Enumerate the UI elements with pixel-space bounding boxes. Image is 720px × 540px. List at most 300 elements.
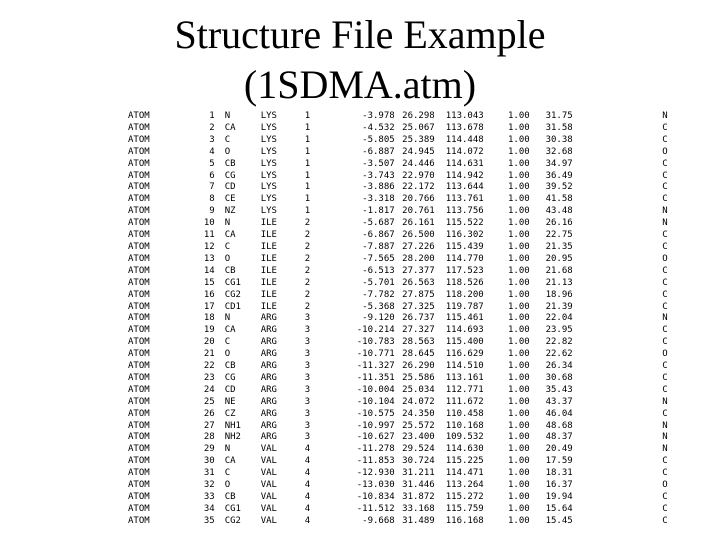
atom-row bbox=[0, 504, 668, 516]
atom-row bbox=[0, 194, 668, 206]
atom-b-factor: 22.75 bbox=[545, 230, 573, 241]
atom-record: ATOM bbox=[128, 218, 150, 229]
atom-x: -7.565 bbox=[362, 253, 395, 264]
atom-b-factor: 21.35 bbox=[545, 241, 573, 252]
atom-b-factor: 19.94 bbox=[545, 492, 573, 502]
atom-z: 114.510 bbox=[445, 361, 484, 372]
atom-x: -3.886 bbox=[362, 182, 395, 193]
atom-element: C bbox=[662, 122, 668, 133]
atom-element: C bbox=[662, 170, 668, 181]
atom-z: 114.942 bbox=[445, 170, 484, 181]
atom-serial: 6 bbox=[209, 170, 215, 181]
atom-element: C bbox=[662, 361, 668, 372]
atom-occupancy: 1.00 bbox=[508, 492, 530, 502]
atom-row bbox=[0, 206, 668, 218]
atom-row bbox=[0, 302, 668, 314]
atom-b-factor: 43.37 bbox=[545, 396, 573, 407]
atom-residue-seq: 1 bbox=[304, 146, 311, 157]
atom-b-factor: 34.97 bbox=[545, 158, 573, 169]
atom-atom-name: CA bbox=[224, 230, 236, 241]
atom-residue: ARG bbox=[260, 384, 277, 395]
atom-z: 113.761 bbox=[445, 194, 484, 205]
atom-y: 24.072 bbox=[402, 396, 435, 407]
atom-occupancy: 1.00 bbox=[508, 432, 530, 443]
atom-atom-name: CD1 bbox=[224, 301, 241, 312]
atom-record: ATOM bbox=[128, 468, 150, 479]
atom-record: ATOM bbox=[128, 170, 150, 181]
atom-occupancy: 1.00 bbox=[508, 194, 530, 205]
atom-element: N bbox=[662, 396, 668, 407]
atom-occupancy: 1.00 bbox=[508, 158, 530, 169]
atom-b-factor: 41.58 bbox=[545, 194, 573, 205]
atom-atom-name: O bbox=[224, 146, 231, 157]
atom-atom-name: CZ bbox=[224, 408, 236, 419]
atom-serial: 4 bbox=[209, 146, 215, 157]
atom-row bbox=[0, 480, 668, 492]
atom-record: ATOM bbox=[128, 241, 150, 252]
atom-y: 26.161 bbox=[402, 218, 435, 229]
atom-x: -1.817 bbox=[362, 206, 395, 217]
atom-x: -13.030 bbox=[356, 480, 395, 491]
atom-atom-name: CG bbox=[224, 170, 236, 181]
atom-b-factor: 36.49 bbox=[545, 170, 573, 181]
atom-serial: 16 bbox=[203, 289, 215, 300]
atom-row bbox=[0, 373, 668, 385]
atom-residue: VAL bbox=[260, 456, 277, 467]
atom-element: C bbox=[662, 492, 668, 502]
atom-z: 114.770 bbox=[445, 253, 484, 264]
atom-b-factor: 21.39 bbox=[545, 301, 573, 312]
atom-residue-seq: 3 bbox=[304, 408, 311, 419]
atom-serial: 9 bbox=[209, 206, 215, 217]
atom-z: 114.072 bbox=[445, 146, 484, 157]
atom-record: ATOM bbox=[128, 456, 150, 467]
atom-record: ATOM bbox=[128, 230, 150, 241]
atom-element: C bbox=[662, 194, 668, 205]
atom-b-factor: 43.48 bbox=[545, 206, 573, 217]
atom-z: 113.644 bbox=[445, 182, 484, 193]
atom-atom-name: CB bbox=[224, 361, 236, 372]
atom-record: ATOM bbox=[128, 396, 150, 407]
atom-residue-seq: 3 bbox=[304, 384, 311, 395]
atom-residue-seq: 4 bbox=[304, 456, 311, 467]
atom-element: C bbox=[662, 230, 668, 241]
atom-y: 22.172 bbox=[402, 182, 435, 193]
atom-residue: ARG bbox=[260, 313, 277, 324]
atom-serial: 7 bbox=[209, 182, 215, 193]
atom-residue-seq: 2 bbox=[304, 265, 311, 276]
atom-occupancy: 1.00 bbox=[508, 420, 530, 431]
atom-x: -10.997 bbox=[356, 420, 395, 431]
atom-residue: LYS bbox=[260, 194, 277, 205]
atom-y: 31.446 bbox=[402, 480, 435, 491]
atom-residue: ARG bbox=[260, 372, 277, 383]
atom-row bbox=[0, 409, 668, 421]
atom-residue: ILE bbox=[260, 253, 277, 264]
atom-x: -10.575 bbox=[356, 408, 395, 419]
atom-y: 28.563 bbox=[402, 337, 435, 348]
atom-y: 20.761 bbox=[402, 206, 435, 217]
atom-residue: ARG bbox=[260, 361, 277, 372]
atom-atom-name: CB bbox=[224, 492, 236, 502]
atom-z: 116.629 bbox=[445, 349, 484, 360]
atom-z: 119.787 bbox=[445, 301, 484, 312]
atom-residue: LYS bbox=[260, 182, 277, 193]
atom-x: -10.214 bbox=[356, 325, 395, 336]
atom-occupancy: 1.00 bbox=[508, 206, 530, 217]
atom-x: -10.627 bbox=[356, 432, 395, 443]
atom-residue-seq: 4 bbox=[304, 492, 311, 502]
atom-serial: 28 bbox=[203, 432, 215, 443]
atom-serial: 23 bbox=[203, 372, 215, 383]
atom-z: 115.272 bbox=[445, 492, 484, 502]
atom-occupancy: 1.00 bbox=[508, 325, 530, 336]
atom-residue-seq: 3 bbox=[304, 420, 311, 431]
atom-x: -6.887 bbox=[362, 146, 395, 157]
atom-residue: LYS bbox=[260, 158, 277, 169]
atom-x: -10.834 bbox=[356, 492, 395, 502]
atom-b-factor: 21.68 bbox=[545, 265, 573, 276]
atom-residue: ARG bbox=[260, 325, 277, 336]
atom-row bbox=[0, 349, 668, 361]
atom-atom-name: C bbox=[224, 468, 231, 479]
atom-z: 114.631 bbox=[445, 158, 484, 169]
atom-residue: VAL bbox=[260, 515, 277, 526]
atom-row bbox=[0, 325, 668, 337]
atom-b-factor: 23.95 bbox=[545, 325, 573, 336]
atom-b-factor: 26.16 bbox=[545, 218, 573, 229]
atom-element: C bbox=[662, 277, 668, 288]
atom-z: 118.526 bbox=[445, 277, 484, 288]
atom-occupancy: 1.00 bbox=[508, 170, 530, 181]
atom-residue-seq: 3 bbox=[304, 325, 311, 336]
atom-x: -3.507 bbox=[362, 158, 395, 169]
atom-element: C bbox=[662, 289, 668, 300]
atom-atom-name: CG1 bbox=[224, 277, 241, 288]
atom-b-factor: 18.31 bbox=[545, 468, 573, 479]
atom-records-body bbox=[0, 111, 668, 528]
atom-z: 115.461 bbox=[445, 313, 484, 324]
atom-atom-name: CG2 bbox=[224, 515, 241, 526]
atom-residue: LYS bbox=[260, 170, 277, 181]
atom-record: ATOM bbox=[128, 265, 150, 276]
atom-occupancy: 1.00 bbox=[508, 230, 530, 241]
atom-serial: 30 bbox=[203, 456, 215, 467]
atom-record: ATOM bbox=[128, 122, 150, 133]
atom-x: -11.327 bbox=[356, 361, 395, 372]
atom-atom-name: N bbox=[224, 218, 231, 229]
atom-y: 25.572 bbox=[402, 420, 435, 431]
atom-y: 26.737 bbox=[402, 313, 435, 324]
atom-residue-seq: 3 bbox=[304, 349, 311, 360]
atom-b-factor: 20.49 bbox=[545, 444, 573, 455]
atom-b-factor: 31.75 bbox=[545, 111, 573, 121]
atom-element: C bbox=[662, 408, 668, 419]
atom-occupancy: 1.00 bbox=[508, 122, 530, 133]
atom-occupancy: 1.00 bbox=[508, 182, 530, 193]
atom-record: ATOM bbox=[128, 349, 150, 360]
atom-serial: 27 bbox=[203, 420, 215, 431]
atom-occupancy: 1.00 bbox=[508, 384, 530, 395]
atom-y: 24.350 bbox=[402, 408, 435, 419]
atom-x: -9.668 bbox=[362, 515, 395, 526]
atom-y: 24.945 bbox=[402, 146, 435, 157]
atom-record: ATOM bbox=[128, 325, 150, 336]
atom-residue-seq: 4 bbox=[304, 515, 311, 526]
atom-atom-name: O bbox=[224, 349, 231, 360]
atom-record: ATOM bbox=[128, 194, 150, 205]
atom-b-factor: 18.96 bbox=[545, 289, 573, 300]
atom-record: ATOM bbox=[128, 134, 150, 145]
atom-y: 30.724 bbox=[402, 456, 435, 467]
atom-element: N bbox=[662, 218, 668, 229]
atom-residue-seq: 4 bbox=[304, 468, 311, 479]
atom-y: 23.400 bbox=[402, 432, 435, 443]
atom-record: ATOM bbox=[128, 337, 150, 348]
atom-residue: LYS bbox=[260, 206, 277, 217]
atom-z: 114.630 bbox=[445, 444, 484, 455]
atom-atom-name: C bbox=[224, 134, 231, 145]
atom-element: O bbox=[662, 253, 668, 264]
atom-y: 31.872 bbox=[402, 492, 435, 502]
atom-row bbox=[0, 230, 668, 242]
atom-occupancy: 1.00 bbox=[508, 241, 530, 252]
atom-residue-seq: 1 bbox=[304, 206, 311, 217]
atom-row bbox=[0, 182, 668, 194]
atom-occupancy: 1.00 bbox=[508, 503, 530, 514]
atom-record: ATOM bbox=[128, 372, 150, 383]
atom-atom-name: O bbox=[224, 253, 231, 264]
atom-y: 28.645 bbox=[402, 349, 435, 360]
atom-z: 115.522 bbox=[445, 218, 484, 229]
atom-residue-seq: 2 bbox=[304, 277, 311, 288]
atom-x: -5.687 bbox=[362, 218, 395, 229]
atom-x: -10.004 bbox=[356, 384, 395, 395]
slide-title bbox=[0, 10, 720, 110]
atom-residue: VAL bbox=[260, 480, 277, 491]
atom-residue: ILE bbox=[260, 241, 277, 252]
atom-serial: 10 bbox=[203, 218, 215, 229]
atom-element: C bbox=[662, 515, 668, 526]
atom-serial: 22 bbox=[203, 361, 215, 372]
atom-b-factor: 30.38 bbox=[545, 134, 573, 145]
atom-residue-seq: 3 bbox=[304, 432, 311, 443]
atom-element: C bbox=[662, 325, 668, 336]
atom-residue-seq: 1 bbox=[304, 182, 311, 193]
atom-record: ATOM bbox=[128, 444, 150, 455]
atom-residue: ILE bbox=[260, 230, 277, 241]
atom-serial: 35 bbox=[203, 515, 215, 526]
atom-x: -3.318 bbox=[362, 194, 395, 205]
atom-b-factor: 21.13 bbox=[545, 277, 573, 288]
atom-row bbox=[0, 444, 668, 456]
atom-y: 26.500 bbox=[402, 230, 435, 241]
atom-atom-name: CG2 bbox=[224, 289, 241, 300]
atom-residue-seq: 3 bbox=[304, 337, 311, 348]
atom-record: ATOM bbox=[128, 158, 150, 169]
atom-record: ATOM bbox=[128, 420, 150, 431]
atom-record: ATOM bbox=[128, 361, 150, 372]
atom-z: 114.693 bbox=[445, 325, 484, 336]
atom-occupancy: 1.00 bbox=[508, 408, 530, 419]
atom-b-factor: 32.68 bbox=[545, 146, 573, 157]
atom-occupancy: 1.00 bbox=[508, 146, 530, 157]
atom-serial: 11 bbox=[203, 230, 215, 241]
atom-serial: 1 bbox=[209, 111, 215, 121]
atom-element: O bbox=[662, 349, 668, 360]
atom-z: 109.532 bbox=[445, 432, 484, 443]
atom-element: N bbox=[662, 313, 668, 324]
atom-serial: 17 bbox=[203, 301, 215, 312]
atom-z: 113.161 bbox=[445, 372, 484, 383]
atom-z: 114.448 bbox=[445, 134, 484, 145]
atom-residue: LYS bbox=[260, 146, 277, 157]
atom-record: ATOM bbox=[128, 111, 150, 121]
atom-residue: LYS bbox=[260, 122, 277, 133]
atom-x: -11.853 bbox=[356, 456, 395, 467]
atom-occupancy: 1.00 bbox=[508, 480, 530, 491]
atom-atom-name: NH1 bbox=[224, 420, 241, 431]
atom-residue-seq: 2 bbox=[304, 301, 311, 312]
atom-serial: 24 bbox=[203, 384, 215, 395]
atom-residue-seq: 4 bbox=[304, 480, 311, 491]
atom-y: 27.377 bbox=[402, 265, 435, 276]
atom-serial: 18 bbox=[203, 313, 215, 324]
atom-residue: VAL bbox=[260, 468, 277, 479]
atom-row bbox=[0, 290, 668, 302]
atom-b-factor: 35.43 bbox=[545, 384, 573, 395]
atom-x: -4.532 bbox=[362, 122, 395, 133]
atom-b-factor: 48.68 bbox=[545, 420, 573, 431]
atom-y: 26.298 bbox=[402, 111, 435, 121]
atom-element: C bbox=[662, 384, 668, 395]
atom-y: 24.446 bbox=[402, 158, 435, 169]
atom-residue-seq: 1 bbox=[304, 134, 311, 145]
atom-y: 26.290 bbox=[402, 361, 435, 372]
atom-y: 20.766 bbox=[402, 194, 435, 205]
atom-row bbox=[0, 171, 668, 183]
atom-serial: 8 bbox=[209, 194, 215, 205]
atom-y: 31.489 bbox=[402, 515, 435, 526]
atom-element: C bbox=[662, 265, 668, 276]
atom-x: -5.805 bbox=[362, 134, 395, 145]
atom-row bbox=[0, 397, 668, 409]
atom-y: 25.034 bbox=[402, 384, 435, 395]
atom-x: -3.978 bbox=[362, 111, 395, 121]
atom-element: O bbox=[662, 480, 668, 491]
atom-b-factor: 15.45 bbox=[545, 515, 573, 526]
atom-serial: 31 bbox=[203, 468, 215, 479]
atom-residue: ARG bbox=[260, 337, 277, 348]
atom-residue: ARG bbox=[260, 408, 277, 419]
atom-z: 115.225 bbox=[445, 456, 484, 467]
atom-residue-seq: 1 bbox=[304, 122, 311, 133]
atom-residue-seq: 1 bbox=[304, 158, 311, 169]
atom-element: N bbox=[662, 111, 668, 121]
atom-z: 116.168 bbox=[445, 515, 484, 526]
atom-z: 115.400 bbox=[445, 337, 484, 348]
atom-row bbox=[0, 421, 668, 433]
atom-occupancy: 1.00 bbox=[508, 313, 530, 324]
atom-element: C bbox=[662, 337, 668, 348]
atom-x: -11.278 bbox=[356, 444, 395, 455]
atom-serial: 5 bbox=[209, 158, 215, 169]
atom-atom-name: CG bbox=[224, 372, 236, 383]
atom-x: -11.512 bbox=[356, 503, 395, 514]
atom-z: 112.771 bbox=[445, 384, 484, 395]
atom-serial: 20 bbox=[203, 337, 215, 348]
atom-row bbox=[0, 313, 668, 325]
atom-residue: ILE bbox=[260, 277, 277, 288]
atom-occupancy: 1.00 bbox=[508, 265, 530, 276]
atom-residue-seq: 2 bbox=[304, 230, 311, 241]
atom-residue: LYS bbox=[260, 134, 277, 145]
atom-record: ATOM bbox=[128, 301, 150, 312]
atom-record: ATOM bbox=[128, 492, 150, 502]
atom-element: C bbox=[662, 241, 668, 252]
atom-x: -9.120 bbox=[362, 313, 395, 324]
atom-y: 25.389 bbox=[402, 134, 435, 145]
atom-y: 33.168 bbox=[402, 503, 435, 514]
atom-b-factor: 15.64 bbox=[545, 503, 573, 514]
atom-residue-seq: 3 bbox=[304, 372, 311, 383]
atom-x: -7.782 bbox=[362, 289, 395, 300]
atom-row bbox=[0, 337, 668, 349]
atom-residue-seq: 4 bbox=[304, 444, 311, 455]
atom-record: ATOM bbox=[128, 289, 150, 300]
atom-atom-name: CD bbox=[224, 384, 236, 395]
atom-occupancy: 1.00 bbox=[508, 456, 530, 467]
atom-serial: 13 bbox=[203, 253, 215, 264]
atom-record: ATOM bbox=[128, 384, 150, 395]
atom-record: ATOM bbox=[128, 515, 150, 526]
atom-row bbox=[0, 242, 668, 254]
atom-y: 25.586 bbox=[402, 372, 435, 383]
atom-serial: 29 bbox=[203, 444, 215, 455]
atom-x: -7.887 bbox=[362, 241, 395, 252]
atom-z: 111.672 bbox=[445, 396, 484, 407]
atom-residue: ARG bbox=[260, 420, 277, 431]
atom-element: N bbox=[662, 444, 668, 455]
slide-title-line-2: (1SDMA.atm) bbox=[243, 62, 477, 107]
atom-row bbox=[0, 468, 668, 480]
atom-atom-name: C bbox=[224, 241, 231, 252]
atom-y: 27.226 bbox=[402, 241, 435, 252]
atom-z: 115.759 bbox=[445, 503, 484, 514]
atom-x: -5.701 bbox=[362, 277, 395, 288]
atom-element: C bbox=[662, 468, 668, 479]
atom-atom-name: CB bbox=[224, 265, 236, 276]
atom-x: -12.930 bbox=[356, 468, 395, 479]
atom-element: N bbox=[662, 420, 668, 431]
atom-occupancy: 1.00 bbox=[508, 337, 530, 348]
atom-element: C bbox=[662, 456, 668, 467]
atom-z: 116.302 bbox=[445, 230, 484, 241]
atom-record: ATOM bbox=[128, 277, 150, 288]
atom-record: ATOM bbox=[128, 432, 150, 443]
atom-record: ATOM bbox=[128, 408, 150, 419]
atom-serial: 15 bbox=[203, 277, 215, 288]
atom-occupancy: 1.00 bbox=[508, 301, 530, 312]
atom-residue-seq: 1 bbox=[304, 194, 311, 205]
atom-x: -5.368 bbox=[362, 301, 395, 312]
atom-element: C bbox=[662, 372, 668, 383]
atom-residue: ILE bbox=[260, 218, 277, 229]
atom-residue: ARG bbox=[260, 432, 277, 443]
atom-row bbox=[0, 266, 668, 278]
atom-atom-name: CA bbox=[224, 456, 236, 467]
atom-residue-seq: 3 bbox=[304, 361, 311, 372]
